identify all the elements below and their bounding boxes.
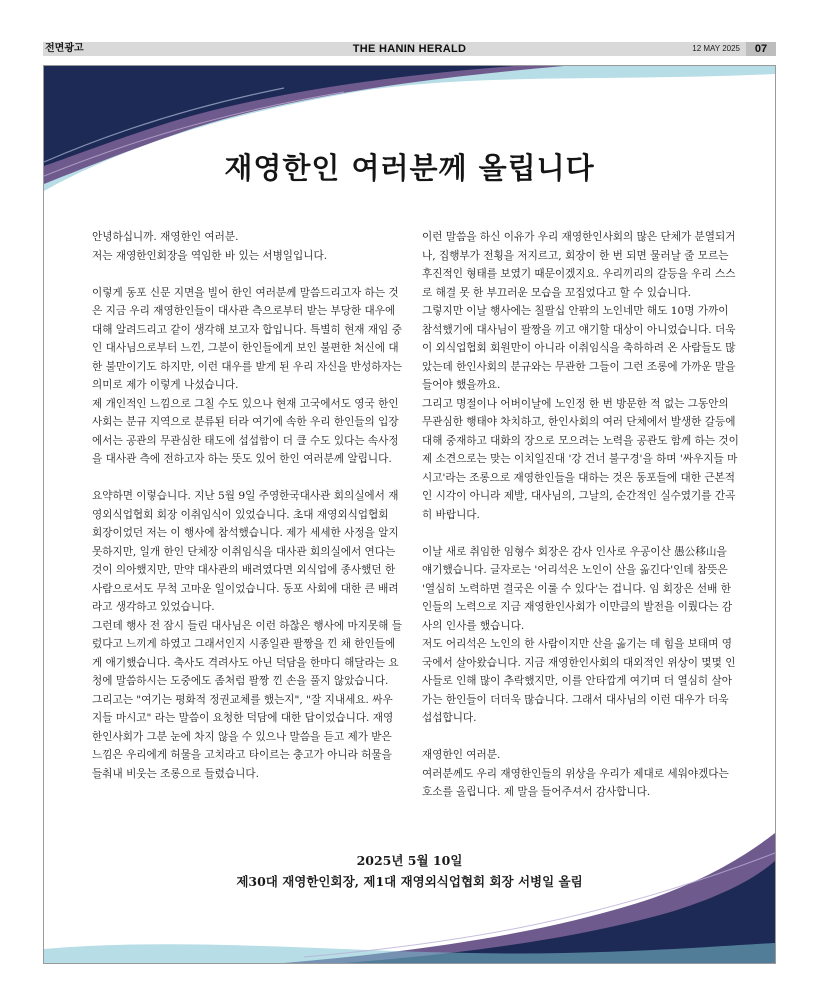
paragraph: 제 개인적인 느낌으로 그칠 수도 있으나 현재 고국에서도 영국 한인사회는 분규 지역으로 분류된 터라 여기에 속한 우리 한인들의 입장에서는 공관의 무관심한 태도에 섭섭함이 더 클 수도 있다는 속사정을 대사관 측에 전하고자 하는 뜻도 있어 한인 여러분께 알립니다. — [92, 397, 399, 465]
advertisement — [43, 65, 776, 964]
page-number: 07 — [746, 42, 776, 56]
paragraph: 재영한인 여러분. — [422, 749, 501, 761]
paragraph: 이런 말씀을 하신 이유가 우리 재영한인사회의 많은 단체가 분열되거나, 집행부가 전횡을 저지르고, 회장이 한 번 되면 물러날 줄 모르는 후진적인 형태를 보였기 때문이겠지요. 우리끼리의 갈등을 우리 스스로 해결 못 한 부끄러운 모습을 꼬집었다고 할 수 있습니다. — [422, 231, 736, 299]
right-column — [422, 228, 740, 802]
bottom-wave-decoration — [44, 823, 775, 963]
paragraph: 여러분께도 우리 재영한인들의 위상을 우리가 제대로 세워야겠다는 호소를 올립니다. 제 말을 들어주셔서 감사합니다. — [422, 767, 729, 798]
signature-date: 2025년 5월 10일 — [356, 853, 463, 868]
paragraph: 이렇게 동포 신문 지면을 빌어 한인 여러분께 말씀드리고자 하는 것은 지금 우리 재영한인들이 대사관 측으로부터 받는 부당한 대우에 대해 알려드리고 같이 생각해 보고자 합입니다. 특별히 현재 재임 중인 대사님으로부터 느낀, 그분이 한인들에게 보인 불편한 처신에 대한 불만이기도 하지만, 이런 대우를 받게 된 우리 자신을 반성하자는 의미로 제가 이렇게 나섰습니다. — [92, 286, 402, 391]
paragraph: 이날 새로 취임한 임형수 회장은 감사 인사로 우공이산 愚公移山을 얘기했습니다. 글자로는 '어리석은 노인이 산을 옮긴다'인데 참뜻은 '열심히 노력하면 결국은 이룰 수 있다'는 겁니다. 임 회장은 선배 한인들의 노력으로 지금 재영한인사회가 이만큼의 발전을 이뤘다는 감사의 인사를 했습니다. — [422, 545, 733, 632]
paragraph: 저도 어리석은 노인의 한 사람이지만 산을 옮기는 데 힘을 보태며 영국에서 살아왔습니다. 지금 재영한인사회의 대외적인 위상이 몇몇 인사들로 인해 많이 추락했지만, 이를 안타깝게 여기며 더 열심히 살아가는 한인들이 더더욱 많습니다. 그래서 대사님의 이런 대우가 더욱 섭섭합니다. — [422, 638, 736, 724]
page-header — [43, 42, 776, 56]
masthead: THE HANIN HERALD — [352, 43, 467, 55]
paragraph: 요약하면 이렇습니다. 지난 5월 9일 주영한국대사관 회의실에서 재영외식업협회 회장 이취임식이 있었습니다. 초대 재영외식업협회 회장이었던 저는 이 행사에 참석했습니다. 제가 세세한 사정을 알지 못하지만, 일개 한인 단체장 이취임식을 대사관 회의실에서 연다는 것이 의아했지만, 만약 대사관의 배려였다면 외식업에 종사했던 한사람으로서도 무척 고마운 일이었습니다. 동포 사회에 대한 큰 배려라고 생각하고 있었습니다. — [92, 490, 399, 613]
left-column — [92, 228, 402, 783]
issue-date: 12 MAY 2025 — [692, 44, 740, 53]
paragraph: 그리고는 "여기는 평화적 정권교체를 했는지", "잘 지내세요. 싸우지들 마시고" 라는 말씀이 요청한 덕담에 대한 답이었습니다. 재영한인사회가 그분 눈에 차지 않을 수 있으나 말씀을 듣고 제가 받은 느낌은 우리에게 허물을 고치라고 타이르는 충고가 아니라 허물을 들춰내 비웃는 조롱으로 들렸습니다. — [92, 693, 394, 780]
signature-name: 제30대 재영한인회장, 제1대 재영외식업협회 회장 서병일 올림 — [236, 874, 583, 889]
paragraph: 안녕하십니까. 재영한인 여러분. — [92, 231, 239, 243]
paragraph: 그리고 명절이나 어버이날에 노인정 한 번 방문한 적 없는 그동안의 무관심한 행태야 차치하고, 한인사회의 여러 단체에서 발생한 갈등에 대해 중재하고 대화의 장으로 모으려는 노력을 공관도 함께 하는 것이 제 소견으로는 맞는 이치일진대 '강 건너 불구경'을 하며 '싸우지들 마시고'라는 조롱으로 재영한인들을 대하는 것은 동포들에 대한 근본적인 시각이 아니라 제발, 대사님의, 그날의, 순간적인 실수였기를 간곡히 바랍니다. — [422, 397, 739, 521]
paragraph: 그런데 행사 전 잠시 들린 대사님은 이런 하찮은 행사에 마지못해 들렀다고 느끼게 하였고 그래서인지 시종일관 팔짱을 낀 채 한인들에게 애기했습니다. 축사도 격려사도 아닌 덕담을 한마디 해달라는 요청에 말씀하시는 도중에도 좀처럼 팔짱 낀 손을 풀지 않았습니다. — [92, 619, 402, 687]
paragraph: 저는 재영한인회장을 역임한 바 있는 서병일입니다. — [92, 249, 328, 262]
paragraph: 그렇지만 이날 행사에는 칠팔십 안팎의 노인네만 해도 10명 가까이 참석했기에 대사님이 팔짱을 끼고 얘기할 대상이 아니었습니다. 더욱이 외식업협회 회원만이 아니라 이취임식을 축하하려 온 사람들도 많았는데 한인사회의 분규와는 무관한 그들이 그런 조롱에 가까운 말을 들어야 했을까요. — [422, 305, 736, 391]
section-label: 전면광고 — [45, 43, 84, 54]
ad-title: 재영한인 여러분께 올립니다 — [224, 151, 595, 185]
